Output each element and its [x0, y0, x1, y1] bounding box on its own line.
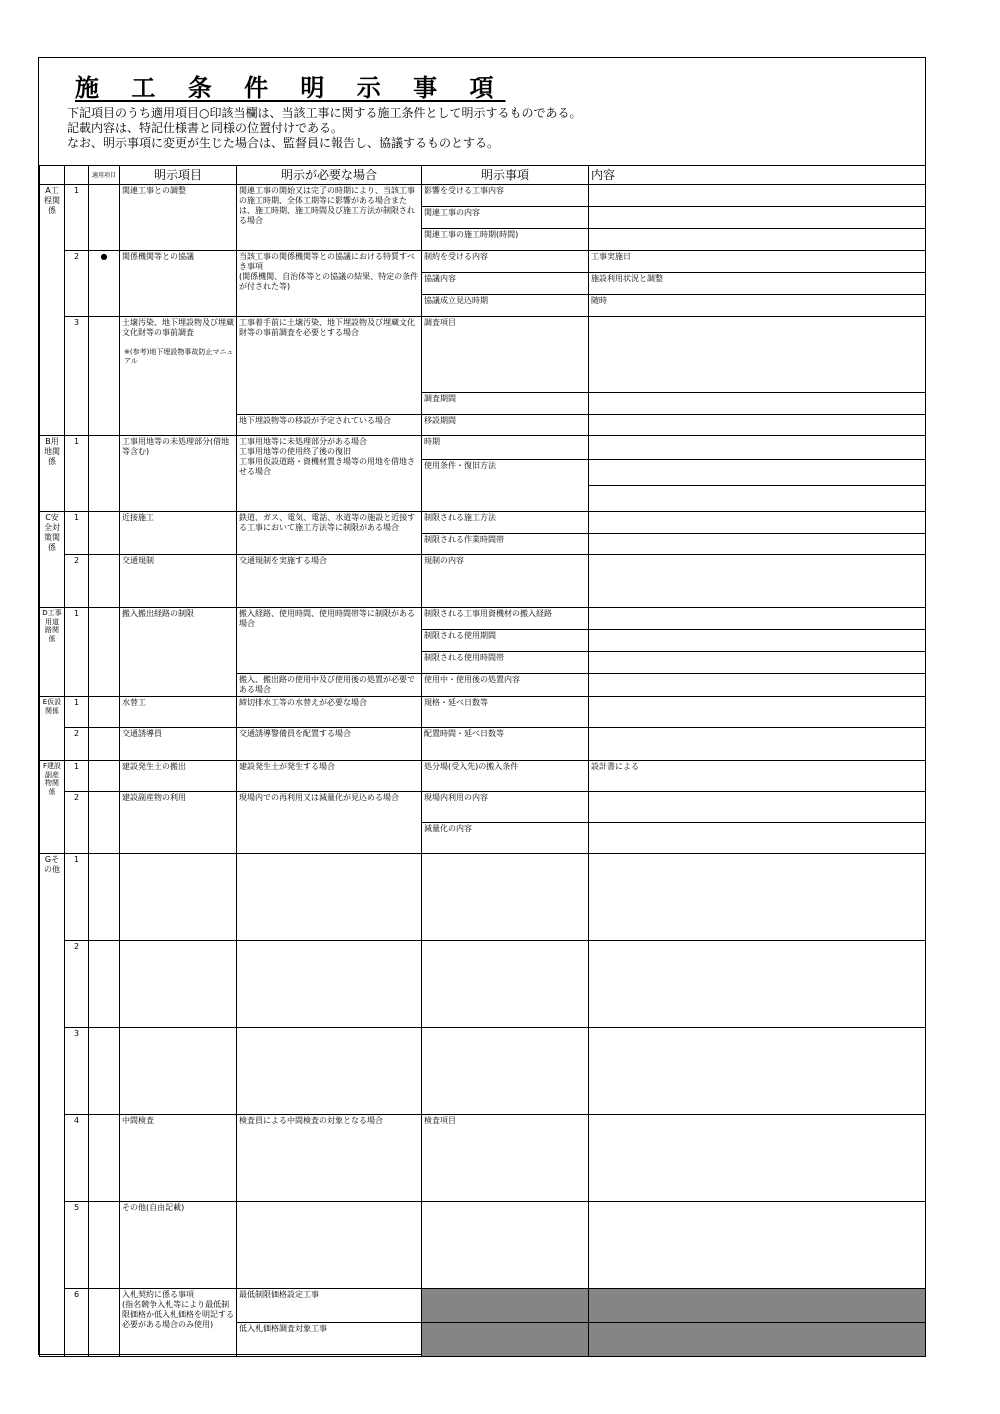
matter-cell[interactable]	[422, 941, 589, 1028]
intro-line: 下記項目のうち適用項目○印該当欄は、当該工事に関する施工条件として明示するものである。	[67, 106, 582, 120]
content-cell[interactable]	[589, 436, 926, 460]
table-row	[40, 1115, 926, 1202]
case-cell: 交通誘導警備員を配置する場合	[237, 728, 422, 761]
applicable-cell[interactable]	[89, 1115, 120, 1202]
matter-cell[interactable]	[422, 1202, 589, 1289]
case-cell: 検査員による中間検査の対象となる場合	[237, 1115, 422, 1202]
item-cell: 関連工事との調整	[120, 185, 237, 251]
applicable-cell[interactable]	[89, 185, 120, 251]
matter-cell: 関連工事の施工時期(時間)	[422, 229, 589, 251]
content-cell[interactable]	[589, 415, 926, 436]
applicable-cell[interactable]	[89, 728, 120, 761]
table-row	[40, 1289, 926, 1323]
content-cell[interactable]	[589, 185, 926, 207]
table-row	[40, 1202, 926, 1289]
case-cell: 関連工事の開始又は完了の時期により、当該工事の施工時期、全体工期等に影響がある場合または、施工時期、施工時間及び施工方法が制限される場合	[237, 185, 422, 251]
matter-cell: 制限される使用時間帯	[422, 652, 589, 674]
section-d-label: D工事用道路関係	[40, 608, 65, 697]
item-cell: 関係機関等との協議	[120, 251, 237, 317]
table-row	[40, 251, 926, 273]
content-cell[interactable]	[589, 207, 926, 229]
matter-cell: 規格・延べ日数等	[422, 697, 589, 728]
matter-cell[interactable]	[422, 854, 589, 941]
content-cell[interactable]	[589, 512, 926, 534]
item-cell: 中間検査	[120, 1115, 237, 1202]
content-cell[interactable]	[589, 941, 926, 1028]
table-row	[40, 697, 926, 728]
section-c-label: C安全対策関係	[40, 512, 65, 608]
item-cell[interactable]	[120, 854, 237, 941]
matter-cell: 移設期間	[422, 415, 589, 436]
row-number: 1	[65, 436, 89, 512]
intro-line: 記載内容は、特記仕様書と同様の位置付けである。	[67, 121, 344, 135]
section-b-label: B用地関係	[40, 436, 65, 512]
matter-cell: 配置時間・延べ日数等	[422, 728, 589, 761]
table-row	[40, 728, 926, 761]
row-number: 2	[65, 792, 89, 854]
intro-text	[67, 106, 581, 151]
disabled-cell	[422, 1323, 589, 1357]
case-cell: 搬入、搬出路の使用中及び使用後の処置が必要である場合	[237, 674, 422, 697]
content-cell[interactable]	[589, 674, 926, 697]
form-frame	[38, 57, 926, 1355]
content-cell[interactable]: 設計書による	[589, 761, 926, 792]
disabled-cell	[422, 1289, 589, 1323]
row-number: 3	[65, 317, 89, 436]
content-cell[interactable]	[589, 534, 926, 555]
case-cell[interactable]	[237, 854, 422, 941]
applicable-cell[interactable]	[89, 1028, 120, 1115]
matter-cell: 調査項目	[422, 317, 589, 393]
table-row	[40, 317, 926, 393]
matter-cell: 規制の内容	[422, 555, 589, 608]
content-cell[interactable]	[589, 393, 926, 415]
matter-cell: 時期	[422, 436, 589, 460]
table-row	[40, 941, 926, 1028]
row-number: 1	[65, 761, 89, 792]
table-row	[40, 436, 926, 460]
matter-cell: 減量化の内容	[422, 823, 589, 854]
conditions-table	[39, 165, 926, 1357]
content-cell[interactable]	[589, 317, 926, 393]
applicable-cell[interactable]	[89, 761, 120, 792]
case-cell: 鉄道、ガス、電気、電話、水道等の施設と近接する工事において施工方法等に制限がある場合	[237, 512, 422, 555]
case-cell: 工事用地等に未処理部分がある場合 工事用地等の使用終了後の復旧 工事用仮設道路・資機材置き場等の用地を借地させる場合	[237, 436, 422, 512]
applicable-cell[interactable]	[89, 1289, 120, 1357]
applicable-cell[interactable]	[89, 436, 120, 512]
table-row	[40, 792, 926, 823]
section-a-label: A工程関係	[40, 185, 65, 436]
content-cell[interactable]	[589, 728, 926, 761]
applicable-cell[interactable]	[89, 512, 120, 555]
applicable-cell[interactable]	[89, 1202, 120, 1289]
row-number: 2	[65, 555, 89, 608]
content-cell[interactable]	[589, 823, 926, 854]
content-cell[interactable]	[589, 652, 926, 674]
case-cell: 搬入経路、使用時間、使用時間帯等に制限がある場合	[237, 608, 422, 674]
section-e-label: E仮設関係	[40, 697, 65, 761]
row-number: 5	[65, 1202, 89, 1289]
content-cell[interactable]	[589, 1115, 926, 1202]
table-row	[40, 185, 926, 207]
table-header-row	[40, 166, 926, 185]
content-cell[interactable]: 工事実施日	[589, 251, 926, 273]
row-number: 2	[65, 941, 89, 1028]
matter-cell: 使用中・使用後の処置内容	[422, 674, 589, 697]
content-cell[interactable]	[589, 792, 926, 823]
disabled-cell	[589, 1323, 926, 1357]
content-cell[interactable]	[589, 630, 926, 652]
applicable-cell[interactable]	[89, 608, 120, 697]
item-cell: 建設副産物の利用	[120, 792, 237, 854]
table-row	[40, 1028, 926, 1115]
reference-note: ※(参考)地下埋設物事故防止マニュアル	[124, 348, 234, 365]
row-number: 2	[65, 728, 89, 761]
header-matter: 明示事項	[422, 166, 589, 185]
header-content: 内容	[589, 166, 926, 185]
row-number: 1	[65, 697, 89, 728]
case-cell[interactable]	[237, 1202, 422, 1289]
header-applicable: 適用項目	[89, 166, 120, 185]
table-row	[40, 512, 926, 534]
section-f-label: F建設副産物関係	[40, 761, 65, 854]
matter-cell: 関連工事の内容	[422, 207, 589, 229]
disabled-cell	[589, 1289, 926, 1323]
content-cell[interactable]	[589, 555, 926, 608]
row-number: 1	[65, 185, 89, 251]
matter-cell: 現場内利用の内容	[422, 792, 589, 823]
intro-line: なお、明示事項に変更が生じた場合は、監督員に報告し、協議するものとする。	[67, 136, 500, 150]
case-cell[interactable]	[237, 1028, 422, 1115]
row-number: 2	[65, 251, 89, 317]
content-cell[interactable]	[589, 1028, 926, 1115]
matter-cell: 制限される使用期間	[422, 630, 589, 652]
item-cell: 搬入搬出経路の制限	[120, 608, 237, 697]
header-number	[65, 166, 89, 185]
matter-cell: 処分場(受入先)の搬入条件	[422, 761, 589, 792]
content-cell[interactable]	[589, 608, 926, 630]
matter-cell: 制限される工事用資機材の搬入経路	[422, 608, 589, 630]
matter-cell: 影響を受ける工事内容	[422, 185, 589, 207]
item-cell: 工事用地等の未処理部分(借地等含む)	[120, 436, 237, 512]
content-cell[interactable]	[589, 229, 926, 251]
case-cell: 最低制限価格設定工事	[237, 1289, 422, 1323]
matter-cell: 協議内容	[422, 273, 589, 295]
item-cell[interactable]	[120, 941, 237, 1028]
case-cell: 工事着手前に土壌汚染、地下埋設物及び埋蔵文化財等の事前調査を必要とする場合	[237, 317, 422, 415]
applicable-cell[interactable]	[89, 697, 120, 728]
content-cell[interactable]	[589, 486, 926, 512]
matter-cell: 検査項目	[422, 1115, 589, 1202]
case-cell[interactable]	[237, 941, 422, 1028]
content-cell[interactable]	[589, 1202, 926, 1289]
table-row	[40, 608, 926, 630]
applicable-cell[interactable]	[89, 854, 120, 941]
matter-cell: 制限される作業時間帯	[422, 534, 589, 555]
matter-cell: 制約を受ける内容	[422, 251, 589, 273]
row-number: 6	[65, 1289, 89, 1357]
case-cell: 締切排水工等の水替えが必要な場合	[237, 697, 422, 728]
header-case: 明示が必要な場合	[237, 166, 422, 185]
item-cell: 近接施工	[120, 512, 237, 555]
content-cell[interactable]	[589, 854, 926, 941]
table-row	[40, 555, 926, 608]
item-cell: 水替工	[120, 697, 237, 728]
table-row	[40, 854, 926, 941]
row-number: 4	[65, 1115, 89, 1202]
row-number: 3	[65, 1028, 89, 1115]
applicable-cell[interactable]	[89, 317, 120, 436]
row-number: 1	[65, 854, 89, 941]
header-item: 明示項目	[120, 166, 237, 185]
item-cell: 建設発生土の搬出	[120, 761, 237, 792]
case-cell: 交通規制を実施する場合	[237, 555, 422, 608]
item-cell: 交通規制	[120, 555, 237, 608]
content-cell[interactable]	[589, 697, 926, 728]
section-g-label: Gその他	[40, 854, 65, 1357]
applicable-cell[interactable]	[89, 555, 120, 608]
page-title: 施 工 条 件 明 示 事 項	[75, 74, 506, 102]
item-text: 土壌汚染、地下埋設物及び埋蔵文化財等の事前調査	[122, 318, 234, 337]
applicable-cell[interactable]	[89, 792, 120, 854]
table-row	[40, 761, 926, 792]
case-cell: 建設発生土が発生する場合	[237, 761, 422, 792]
matter-cell: 調査期間	[422, 393, 589, 415]
content-cell[interactable]: 施設利用状況と調整	[589, 273, 926, 295]
item-cell: 入札契約に係る事項 (指名競争入札等により最低制限価格か低入札価格を明記する必要がある場合のみ使用)	[120, 1289, 237, 1357]
case-cell: 地下埋設物等の移設が予定されている場合	[237, 415, 422, 436]
row-number: 1	[65, 608, 89, 697]
case-cell: 現場内での再利用又は減量化が見込める場合	[237, 792, 422, 854]
content-cell[interactable]: 随時	[589, 295, 926, 317]
content-cell[interactable]	[589, 460, 926, 486]
item-cell: 交通誘導員	[120, 728, 237, 761]
case-cell: 当該工事の関係機関等との協議における特質すべき事項 (関係機関、自治体等との協議の結果、特定の条件が付された等)	[237, 251, 422, 317]
item-cell	[120, 317, 237, 436]
item-cell: その他(自由記載)	[120, 1202, 237, 1289]
matter-cell[interactable]	[422, 1028, 589, 1115]
applicable-mark[interactable]: ●	[89, 251, 120, 317]
item-cell[interactable]	[120, 1028, 237, 1115]
row-number: 1	[65, 512, 89, 555]
header-section	[40, 166, 65, 185]
matter-cell: 制限される施工方法	[422, 512, 589, 534]
matter-cell: 協議成立見込時期	[422, 295, 589, 317]
case-cell: 低入札価格調査対象工事	[237, 1323, 422, 1357]
matter-cell: 使用条件・復旧方法	[422, 460, 589, 512]
applicable-cell[interactable]	[89, 941, 120, 1028]
